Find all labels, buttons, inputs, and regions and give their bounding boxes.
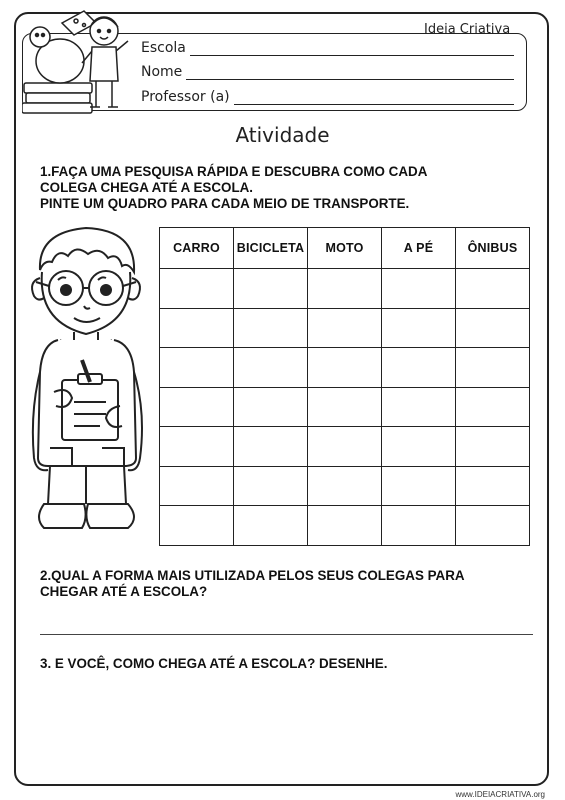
tally-cell[interactable] [160,506,234,546]
tally-cell[interactable] [160,387,234,427]
tally-cell[interactable] [308,387,382,427]
tally-cell[interactable] [308,466,382,506]
tally-cell[interactable] [308,348,382,388]
answer-line[interactable] [40,634,533,635]
table-row [160,427,530,467]
question-1-line: PINTE UM QUADRO PARA CADA MEIO DE TRANSPORTE. [40,196,410,211]
tally-cell[interactable] [308,308,382,348]
tally-cell[interactable] [456,427,530,467]
tally-cell[interactable] [234,506,308,546]
table-row [160,506,530,546]
tally-cell[interactable] [160,427,234,467]
school-label: Escola [141,40,186,56]
child-with-books-illustration [22,3,134,115]
tally-cell[interactable] [234,387,308,427]
question-1-line: COLEGA CHEGA ATÉ A ESCOLA. [40,180,254,195]
tally-cell[interactable] [382,466,456,506]
teacher-input-line[interactable] [234,90,514,105]
column-header-bicycle: BICICLETA [234,228,308,269]
tally-cell[interactable] [234,348,308,388]
question-1-line: 1.FAÇA UMA PESQUISA RÁPIDA E DESCUBRA COMO CADA [40,164,428,179]
table-row [160,308,530,348]
tally-cell[interactable] [456,348,530,388]
page-title: Atividade [235,123,330,147]
tally-cell[interactable] [160,308,234,348]
tally-cell[interactable] [160,466,234,506]
tally-cell[interactable] [382,387,456,427]
question-2-line: 2.QUAL A FORMA MAIS UTILIZADA PELOS SEUS COLEGAS PARA [40,568,465,583]
boy-with-clipboard-illustration [24,222,156,540]
school-field[interactable] [141,40,514,56]
name-label: Nome [141,64,183,80]
tally-cell[interactable] [456,506,530,546]
school-input-line[interactable] [190,41,514,56]
tally-cell[interactable] [456,269,530,309]
column-header-car: CARRO [160,228,234,269]
question-1 [40,164,530,212]
tally-cell[interactable] [456,308,530,348]
column-header-on-foot: A PÉ [382,228,456,269]
table-row [160,348,530,388]
tally-cell[interactable] [456,387,530,427]
teacher-label: Professor (a) [141,89,230,105]
column-header-bus: ÔNIBUS [456,228,530,269]
footer-url: www.IDEIACRIATIVA.org [455,790,545,799]
question-2 [40,568,530,600]
question-2-line: CHEGAR ATÉ A ESCOLA? [40,584,208,599]
table-row [160,387,530,427]
tally-cell[interactable] [382,269,456,309]
table-row [160,269,530,309]
tally-cell[interactable] [234,269,308,309]
column-header-motorcycle: MOTO [308,228,382,269]
table-header-row [160,228,530,269]
tally-cell[interactable] [382,427,456,467]
teacher-field[interactable] [141,89,514,105]
tally-cell[interactable] [308,427,382,467]
tally-cell[interactable] [234,466,308,506]
tally-cell[interactable] [382,506,456,546]
name-field[interactable] [141,64,514,80]
tally-cell[interactable] [234,308,308,348]
tally-cell[interactable] [160,348,234,388]
tally-cell[interactable] [456,466,530,506]
name-input-line[interactable] [186,65,514,80]
tally-cell[interactable] [234,427,308,467]
question-3 [40,656,530,672]
tally-cell[interactable] [160,269,234,309]
table-row [160,466,530,506]
tally-cell[interactable] [308,506,382,546]
tally-cell[interactable] [308,269,382,309]
question-3-line: 3. E VOCÊ, COMO CHEGA ATÉ A ESCOLA? DESENHE. [40,656,388,671]
transport-tally-table [159,227,530,546]
tally-cell[interactable] [382,348,456,388]
tally-cell[interactable] [382,308,456,348]
brand-label: Ideia Criativa [424,22,511,37]
